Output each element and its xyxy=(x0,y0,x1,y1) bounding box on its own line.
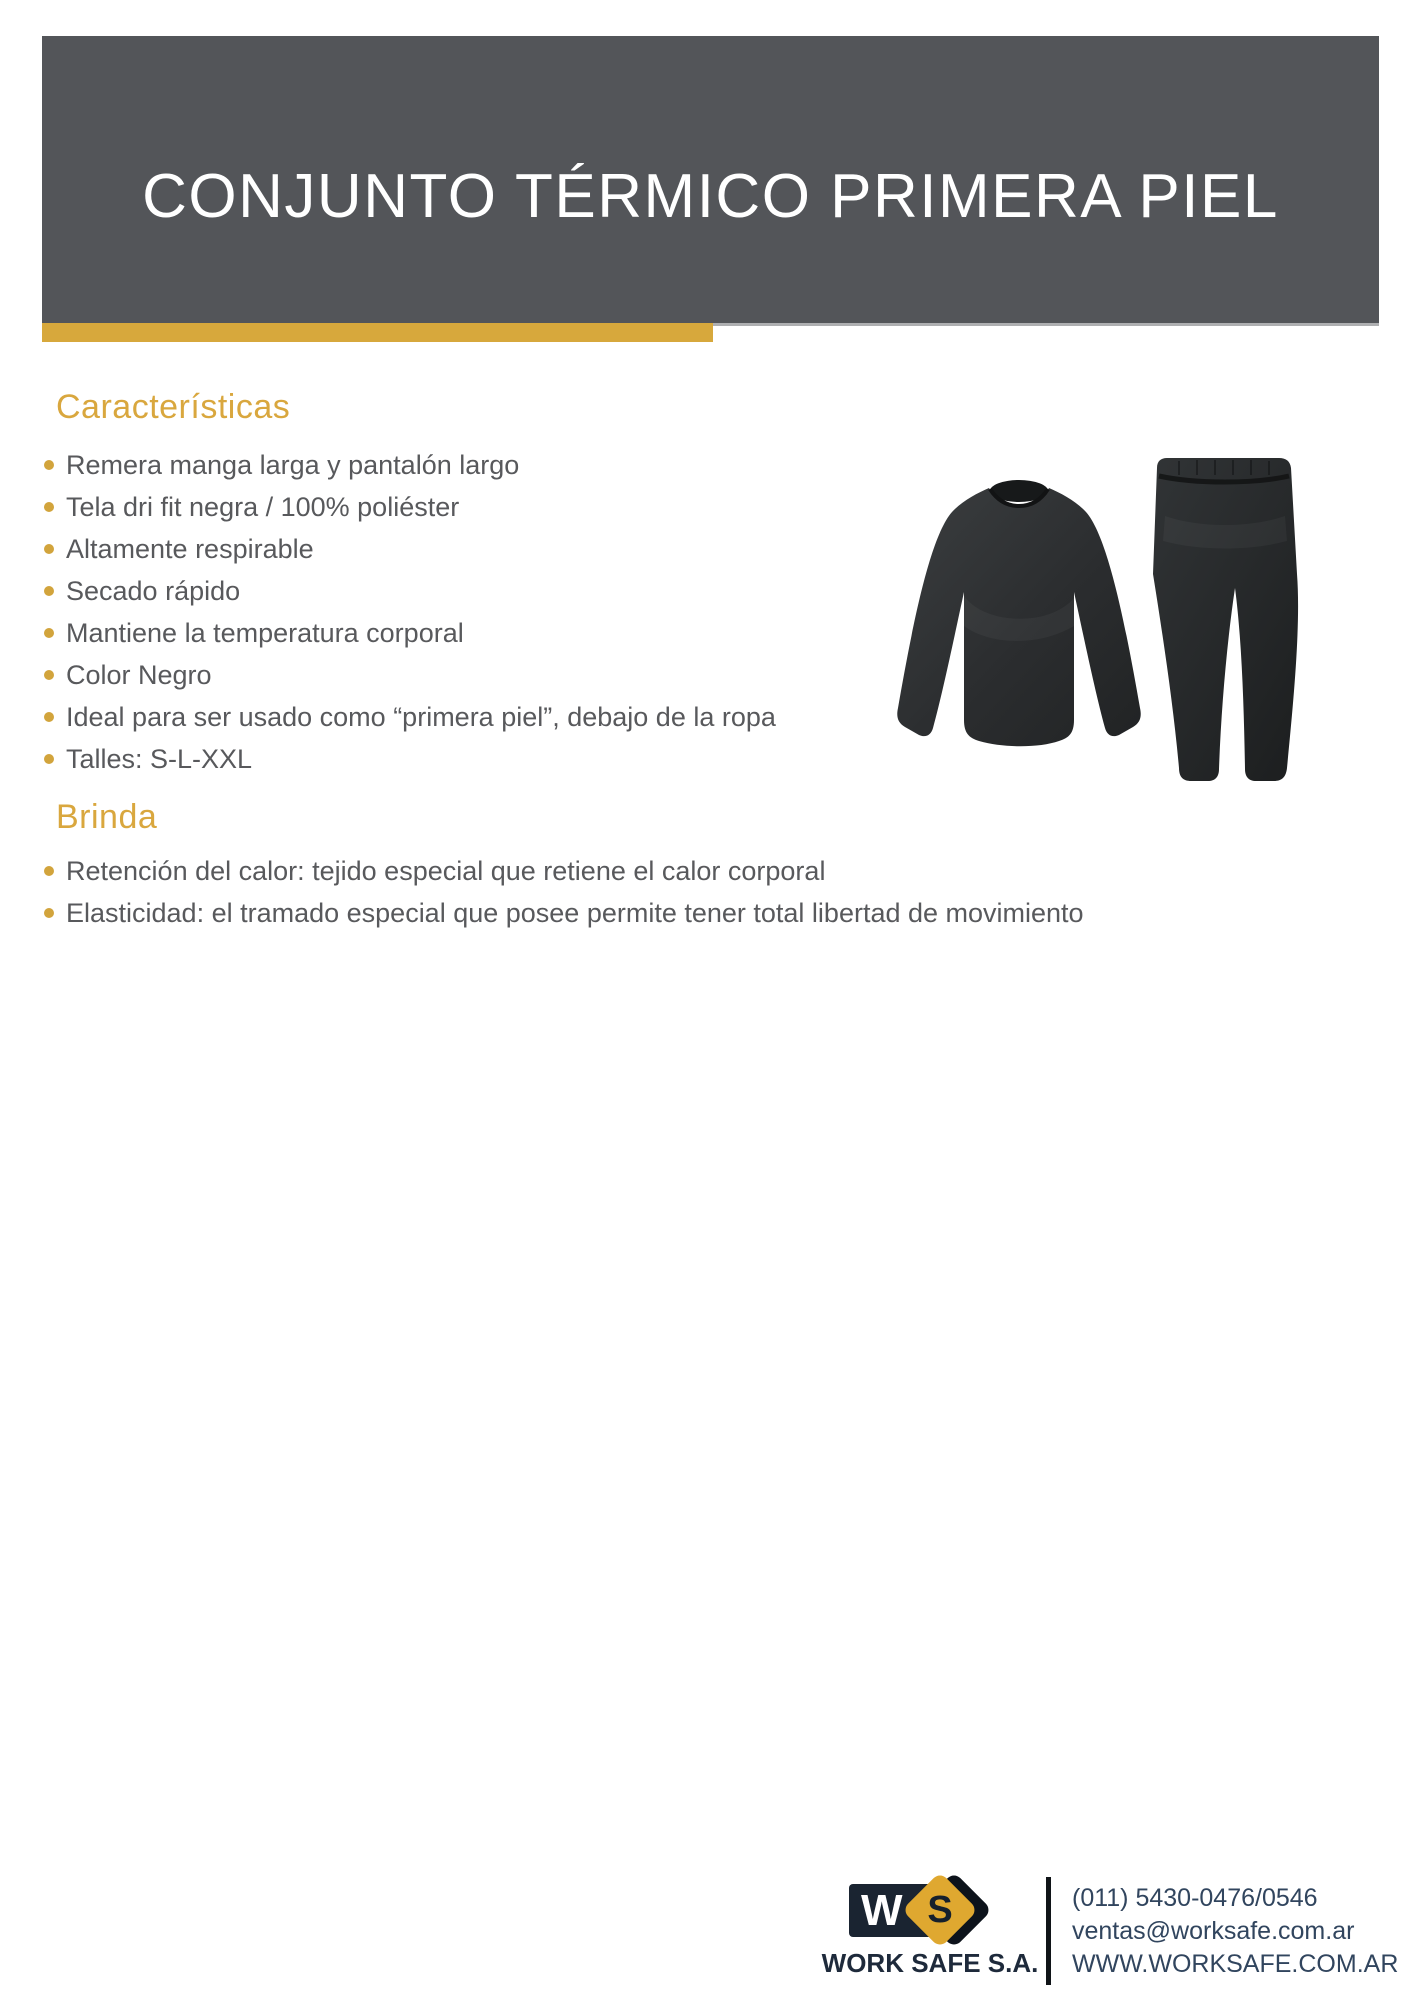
website-link[interactable]: WWW.WORKSAFE.COM.AR xyxy=(1072,1950,1399,1978)
list-item: Remera manga larga y pantalón largo xyxy=(44,444,776,486)
header-banner xyxy=(42,36,1379,323)
thermal-shirt xyxy=(897,480,1140,746)
email-link[interactable]: ventas@worksafe.com.ar xyxy=(1072,1917,1355,1945)
list-item: Elasticidad: el tramado especial que posee permite tener total libertad de movimiento xyxy=(44,892,1084,934)
list-item: Mantiene la temperatura corporal xyxy=(44,612,776,654)
phone-number: (011) 5430-0476/0546 xyxy=(1072,1884,1318,1912)
logo-letter-s: S xyxy=(927,1888,953,1931)
company-name: WORK SAFE S.A. xyxy=(821,1948,1039,1978)
list-item: Ideal para ser usado como “primera piel”, debajo de la ropa xyxy=(44,696,776,738)
brinda-list xyxy=(44,850,1084,934)
caracteristicas-list xyxy=(44,444,776,780)
list-item: Color Negro xyxy=(44,654,776,696)
section-heading-caracteristicas: Características xyxy=(56,388,291,426)
thermal-set-illustration xyxy=(883,448,1323,793)
footer-divider xyxy=(1046,1877,1051,1985)
gold-accent-bar xyxy=(42,323,713,342)
list-item: Tela dri fit negra / 100% poliéster xyxy=(44,486,776,528)
page-title: CONJUNTO TÉRMICO PRIMERA PIEL xyxy=(142,162,1279,231)
list-item: Secado rápido xyxy=(44,570,776,612)
list-item: Altamente respirable xyxy=(44,528,776,570)
logo-letter-w: W xyxy=(861,1885,903,1935)
list-item: Talles: S-L-XXL xyxy=(44,738,776,780)
section-heading-brinda: Brinda xyxy=(56,798,158,836)
contact-info xyxy=(1072,1882,1398,1981)
thermal-pants xyxy=(1153,458,1298,781)
list-item: Retención del calor: tejido especial que retiene el calor corporal xyxy=(44,850,1084,892)
product-photo-thermal-set xyxy=(883,448,1323,793)
